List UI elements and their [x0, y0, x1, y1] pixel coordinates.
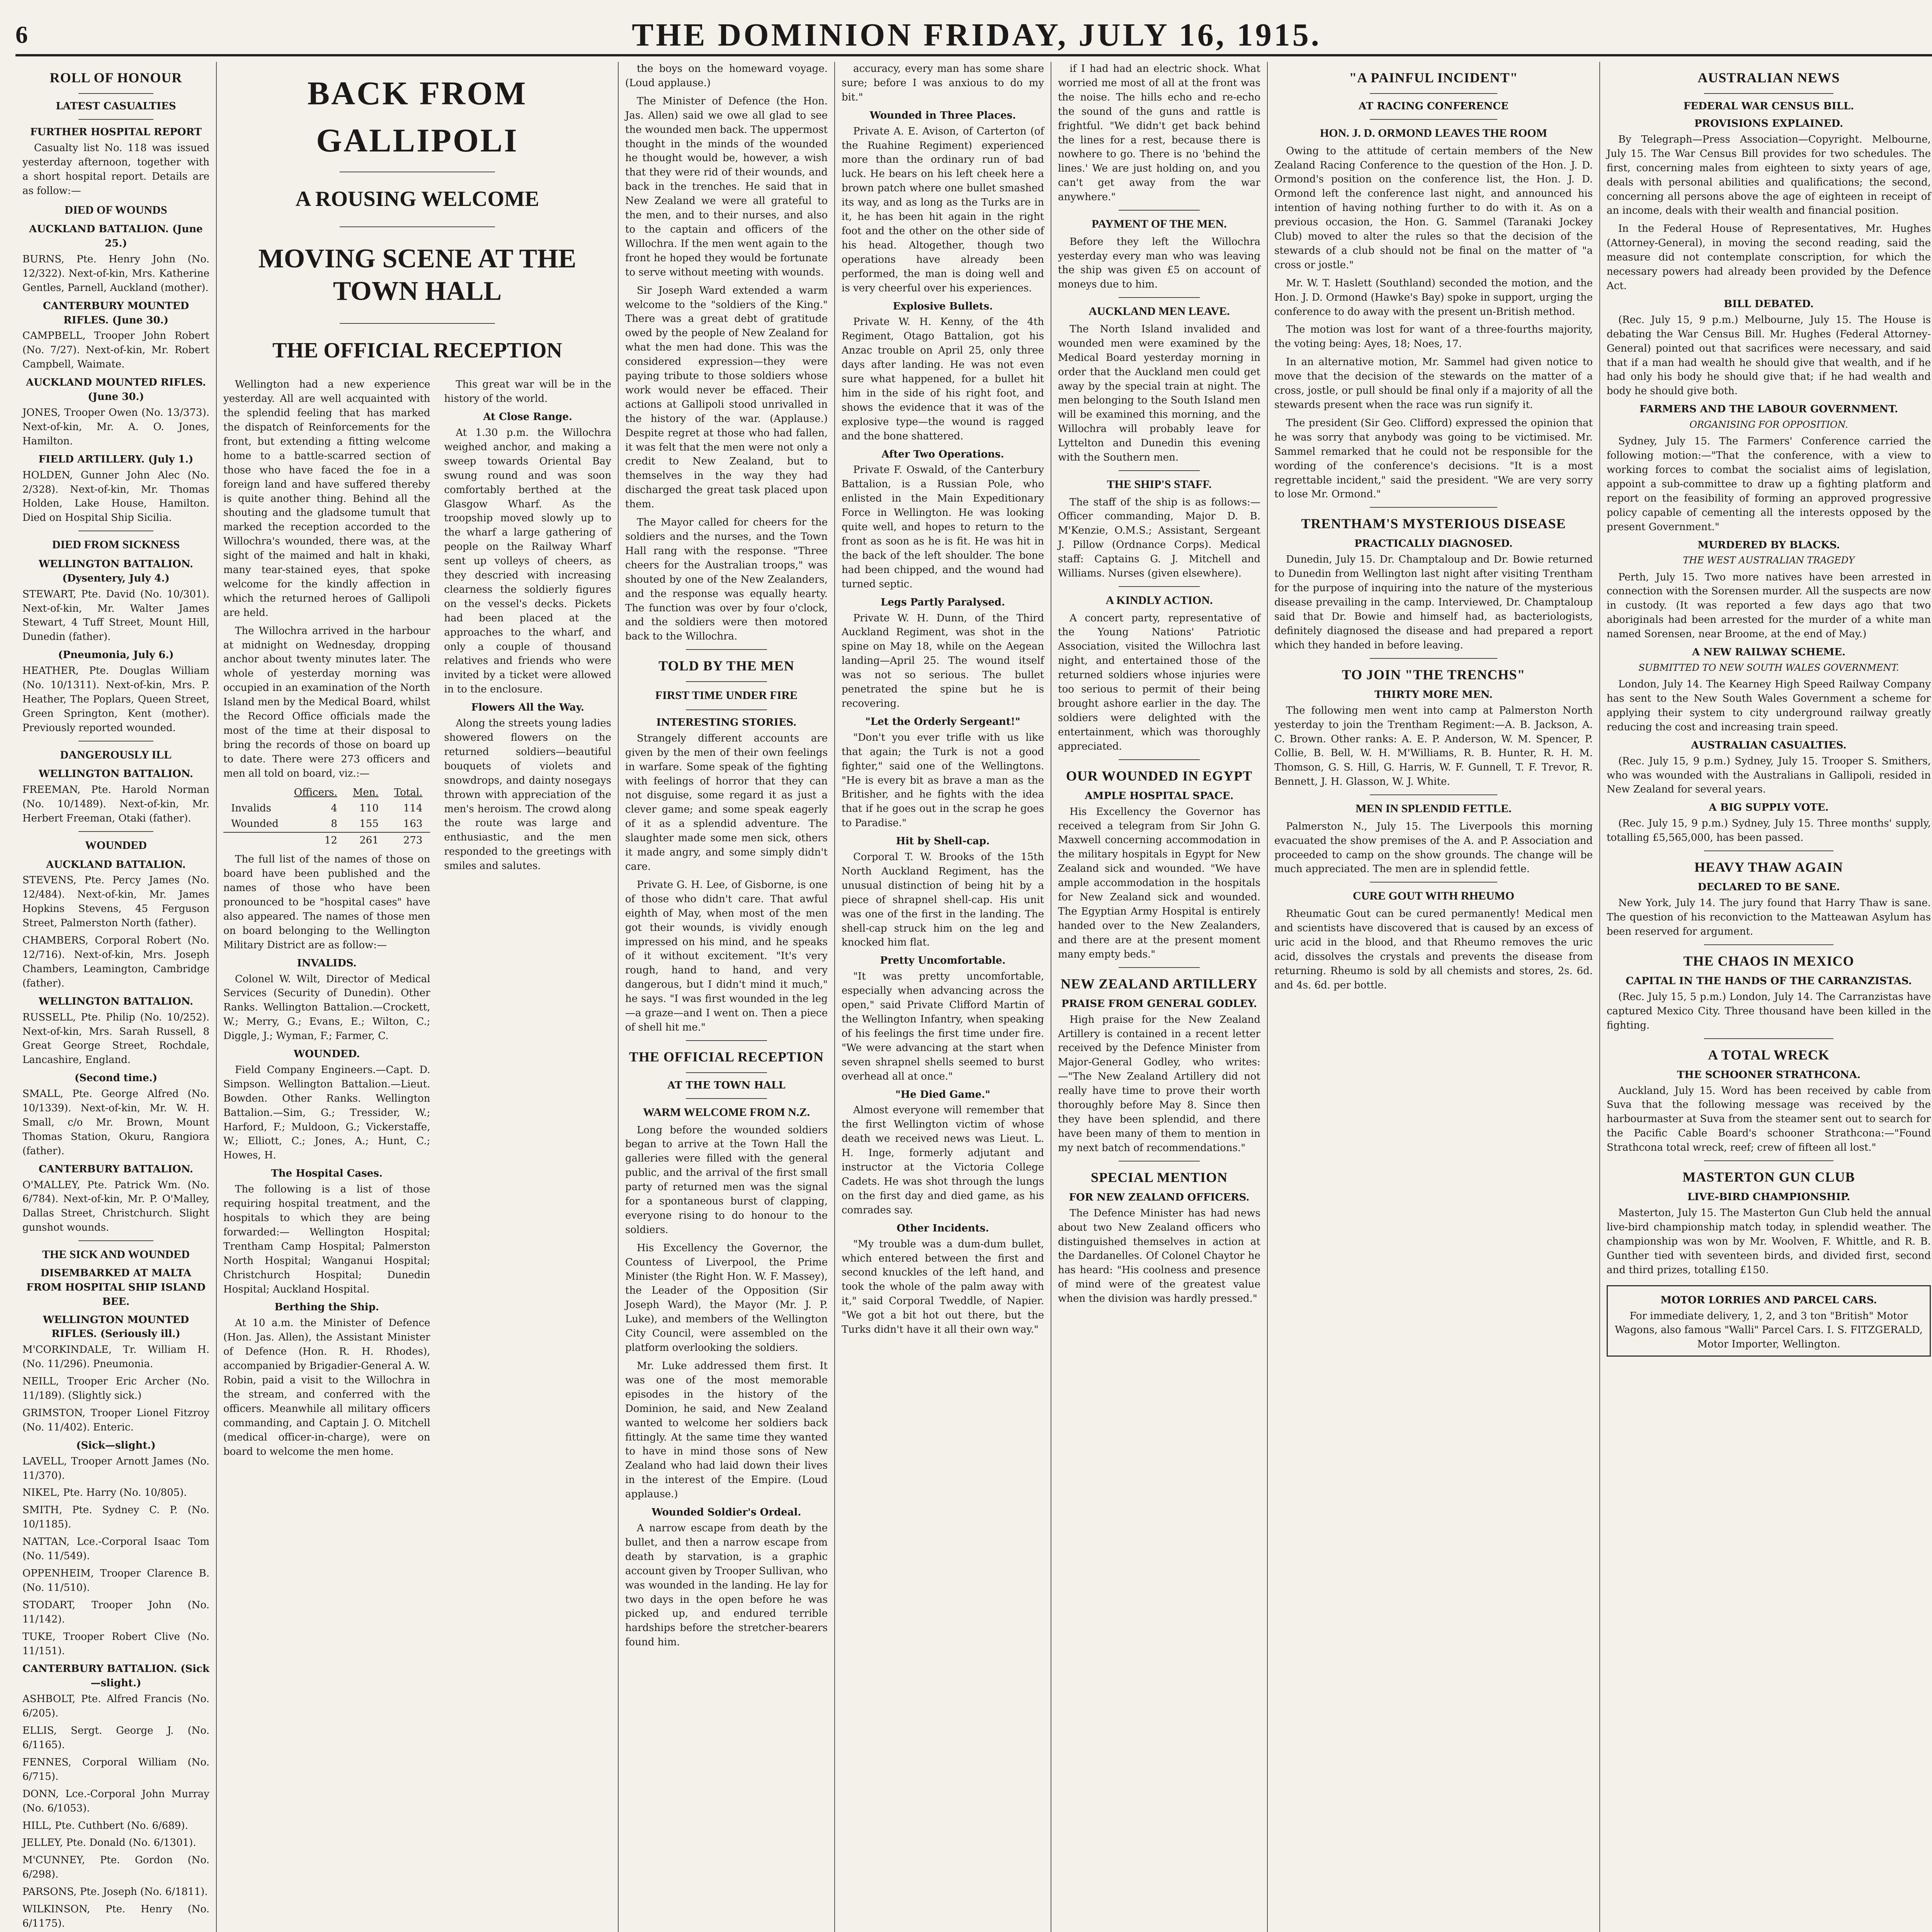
divider [78, 93, 153, 94]
column-roll-of-honour [15, 62, 216, 1932]
list-item: GRIMSTON, Trooper Lionel Fitzroy (No. 11/402). Enteric. [22, 1407, 209, 1433]
paragraph: A narrow escape from death by the bullet, and then a narrow escape from death by starvation, is a graphic account given by Trooper Sullivan, who was wounded in the landing. He lay for two days in the open before he was picked up, and endured terrible hardships before the stretcher-bearers found him. [625, 1522, 828, 1648]
paragraph: High praise for the New Zealand Artillery is contained in a recent letter received by the Defence Minister from Major-General Godley, who writes:—"The New Zealand Artillery did not really have time to prove their worth thoroughly before May 8. Since then they have been splendid, and there have been many of them to mention in my next batch of recommendations." [1058, 1014, 1260, 1154]
dangerously-ill-heading: DANGEROUSLY ILL [60, 748, 172, 761]
paragraph: Mr. Luke addressed them first. It was one of the most memorable episodes in the history of the Dominion, he said, and New Zealand wanted to welcome her soldiers back fittingly. At the same time they wanted to have in mind those sons of New Zealand who had laid down their lives in the interest of the Empire. (Loud applause.) [625, 1360, 828, 1500]
died-list [22, 222, 209, 525]
list-item: STODART, Trooper John (No. 11/142). [22, 1599, 209, 1625]
section-heading: BILL DEBATED. [1724, 298, 1814, 310]
divider [1370, 658, 1497, 659]
section-heading: PAYMENT OF THE MEN. [1092, 218, 1227, 231]
paragraph: "Don't you ever trifle with us like that again; the Turk is not a good fighter," said one of the Wellingtons. "He is every bit as brave a man as the Britisher, and he fights with the idea that if he goes out in the scrap he goes to Paradise." [842, 731, 1044, 829]
section-heading: AUSTRALIAN CASUALTIES. [1691, 739, 1847, 751]
list-item: PARSONS, Pte. Joseph (No. 6/1811). [22, 1886, 208, 1898]
list-item: STEVENS, Pte. Percy James (No. 12/484). Next-of-kin, Mr. James Hopkins Stevens, 45 Ferguson Street, Palmerston North (father). [22, 874, 209, 929]
section-heading: MURDERED BY BLACKS. [1697, 539, 1840, 551]
paragraph: The motion was lost for want of a three-fourths majority, the voting being: Ayes, 18; Noes, 17. [1274, 324, 1593, 350]
divider [686, 1098, 767, 1099]
list-item: WELLINGTON MOUNTED RIFLES. (Seriously ill.) [43, 1314, 189, 1340]
paragraph: His Excellency the Governor has received a telegram from Sir John G. Maxwell concerning accommodation in the military hospitals in Egypt for New Zealand sick and wounded. "We have ample accommodation in the hospitals for New Zealand sick and wounded. The Egyptian Army Hospital is entirely handed over to the New Zealanders, and there are at the present moment many empty beds." [1058, 806, 1260, 960]
paragraph: The Minister of Defence (the Hon. Jas. Allen) said we owe all glad to see the wounded men back. The uppermost thought in the minds of the wounded he thought would be, however, a wish that they were rid of their wounds, and back in the trenches. He said that in New Zealand we were all grateful to the men, and to their nurses, and also to the captain and officers of the Willochra. If the men went again to the front he hoped they would be fortunate to serve without meeting with wounds. [625, 95, 828, 278]
paragraph: Long before the wounded soldiers began to arrive at the Town Hall the galleries were filled with the general public, and the arrival of the first small party of returned men was the signal for a spontaneous burst of clapping, everyone rising to do honour to the soldiers. [625, 1124, 828, 1236]
paragraph: Private W. H. Kenny, of the 4th Regiment, Otago Battalion, got his Anzac trouble on April 25, only three days after landing. He was not even sure what happened, for a bullet hit him in the side of his right foot, and shows the evidence that it was of the explosive type—the wound is ragged and the bone shattered. [842, 316, 1044, 442]
casualty-table [223, 785, 430, 849]
ad-heading: MOTOR LORRIES AND PARCEL CARS. [1660, 1294, 1877, 1306]
list-item: AUCKLAND BATTALION. [46, 859, 186, 871]
paragraph: Private W. H. Dunn, of the Third Auckland Regiment, was shot in the spine on May 18, while on the Aegean landing—April 25. The wound itself was not so serious. The bullet penetrated the spine but he is recovering. [842, 612, 1044, 709]
mexico-heading: THE CHAOS IN MEXICO [1683, 953, 1854, 969]
list-item: (Sick—slight.) [76, 1439, 156, 1451]
divider [1704, 1038, 1834, 1039]
section-heading: THE SHIP'S STAFF. [1107, 478, 1212, 491]
divider [1370, 507, 1497, 508]
painful-incident-headline: "A PAINFUL INCIDENT" [1349, 70, 1518, 85]
section-heading: FARMERS AND THE LABOUR GOVERNMENT. [1639, 403, 1898, 415]
divider [1119, 586, 1200, 587]
section-heading: Wounded Soldier's Ordeal. [651, 1507, 801, 1519]
divider [1370, 794, 1497, 795]
page-number: 6 [15, 21, 28, 48]
column-six [1051, 62, 1267, 1932]
list-item: (Pneumonia, July 6.) [58, 649, 174, 661]
list-item: NIKEL, Pte. Harry (No. 10/805). [22, 1487, 187, 1499]
motor-lorries-ad [1607, 1285, 1931, 1357]
wounded-heading: WOUNDED [85, 838, 147, 852]
paragraph: accuracy, every man has some share sure; before I was anxious to do my bit." [842, 63, 1044, 103]
census-heading: FEDERAL WAR CENSUS BILL. [1683, 100, 1854, 112]
table-cell: 273 [403, 835, 423, 847]
artillery-heading: NEW ZEALAND ARTILLERY [1061, 976, 1258, 992]
invalids-text: Colonel W. Wilt, Director of Medical Services (Security of Dunedin). Other Ranks. Wellington Battalion.—Crockett, W.; Merry, G.; Evans, E.; Wilton, C.; Diggle, J.; Wyman, F.; Farmer, C. [223, 973, 430, 1042]
sick-wounded-heading: THE SICK AND WOUNDED [42, 1248, 190, 1261]
section-heading: Explosive Bullets. [893, 300, 993, 312]
list-item: CHAMBERS, Corporal Robert (No. 12/716). Next-of-kin, Mrs. Joseph Chambers, Leamington, Cambridge (father). [22, 935, 209, 989]
paragraph: Private F. Oswald, of the Canterbury Battalion, is a Russian Pole, who enlisted in the Main Expeditionary Force in Wellington. He was looking quite well, and hopes to return to the front as soon as he is fit. He was hit in the back of the left shoulder. The bone had been chipped, and the wound had turned septic. [842, 464, 1044, 590]
table-cell: 163 [403, 818, 423, 830]
divider [78, 831, 153, 832]
died-of-wounds-heading: DIED OF WOUNDS [65, 203, 167, 216]
list-item: M'CUNNEY, Pte. Gordon (No. 6/298). [22, 1854, 209, 1881]
paragraph: Perth, July 15. Two more natives have been arrested in connection with the Sorensen murder. All the suspects are now in custody. (It was reported a few days ago that two aboriginals had been arrested for the murder of a white man named Sorensen, near Broome, at the end of May.) [1607, 571, 1931, 640]
divider [1119, 1161, 1200, 1162]
wounded-list-heading: WOUNDED. [294, 1048, 360, 1060]
divider [1119, 759, 1200, 760]
divider [1119, 210, 1200, 211]
list-item: ASHBOLT, Pte. Alfred Francis (No. 6/205). [22, 1693, 209, 1719]
section-subheading: SUBMITTED TO NEW SOUTH WALES GOVERNMENT. [1638, 662, 1899, 673]
list-item: BURNS, Pte. Henry John (No. 12/322). Next-of-kin, Mrs. Katherine Gentles, Parnell, Auckland (mother). [22, 253, 209, 294]
trentham-heading: TRENTHAM'S MYSTERIOUS DISEASE [1301, 516, 1566, 532]
paragraph: The North Island invalided and wounded men were examined by the Medical Board yesterday morning in order that the Auckland men could get away by the special train at night. The men belonging to the South Island men will be examined this morning, and the Willochra will probably leave for Lyttelton and Dunedin this evening with the Southern men. [1058, 323, 1260, 464]
paragraph: the boys on the homeward voyage. (Loud applause.) [625, 63, 828, 89]
feature-body [223, 378, 611, 1463]
told-subheading: FIRST TIME UNDER FIRE [655, 689, 798, 702]
official-subheading: WARM WELCOME FROM N.Z. [643, 1105, 810, 1119]
divider [1119, 470, 1200, 471]
section-heading: At Close Range. [483, 411, 573, 423]
paragraph: (Rec. July 15, 9 p.m.) Sydney, July 15. Three months' supply, totalling £5,565,000, has been passed. [1607, 818, 1931, 844]
list-item: SMALL, Pte. George Alfred (No. 10/1339). Next-of-kin, Mr. W. H. Small, c/o Mr. Brown, Mount Thomas Station, Okuru, Rangiora (father). [22, 1088, 209, 1157]
list-item: STEWART, Pte. David (No. 10/301). Next-of-kin, Mr. Walter James Stewart, 4 Tuff Street, Mount Hill, Dunedin (father). [22, 588, 209, 643]
section-heading: Legs Partly Paralysed. [881, 596, 1005, 608]
divider [78, 119, 153, 120]
paragraph: Auckland, July 15. Word has been received by cable from Suva that the following message was received by the harbourmaster at Suva from the steamer sent out to search for the Pacific Cable Board's schooner Strathcona:—"Found Strathcona total wreck, reef; crew of fifteen all lost." [1607, 1085, 1931, 1154]
feature-subhead-welcome: A ROUSING WELCOME [295, 187, 539, 211]
section-text: At 1.30 p.m. the Willochra weighed anchor, and making a sweep towards Oriental Bay swung round and was soon comfortably berthed at the Glasgow Wharf. As the troopship moved slowly up to the wharf a large gathering of people on the Railway Wharf sent up volleys of cheers, as they descried with increasing clearness the soldierly figures on the vessel's decks. Pickets had been placed at the approaches to the wharf, and only a couple of thousand relatives and friends who were invited by a ticket were allowed in to the enclosure. [444, 427, 611, 696]
column-feature-top [216, 62, 618, 1932]
table-cell: 4 [331, 802, 337, 814]
paragraph: By Telegraph—Press Association—Copyright. Melbourne, July 15. The War Census Bill provides for two schedules. The first, concerning males from eighteen to sixty years of age, deals with personal abilities and qualifications; the second, concerning all persons above the age of eighteen in receipt of an income, deals with their wealth and financial position. [1607, 133, 1931, 217]
paragraph: Private A. E. Avison, of Carterton (of the Ruahine Regiment) experienced more than the ordinary run of bad luck. He bears on his left cheek here a brown patch where one bullet smashed its way, and as long as the Turks are in it, he has been hit again in the right foot and the other on the other side of his head. Altogether, though two operations have already been performed, the man is doing well and is very cheerful over his experiences. [842, 125, 1044, 294]
dangerous-list [22, 767, 209, 826]
column-four [618, 62, 835, 1932]
fettle-heading: MEN IN SPLENDID FETTLE. [1355, 802, 1512, 815]
paragraph: Rheumatic Gout can be cured permanently! Medical men and scientists have discovered that is caused by an excess of uric acid in the blood, and that Rheumo removes the uric acid, dissolves the crystals and prevents the disease from returning. Rheumo is sold by all chemists and stores, 2s. 6d. and 4s. 6d. per bottle. [1274, 908, 1593, 991]
paragraph: The staff of the ship is as follows:— Officer commanding, Major D. B. M'Kenzie, O.M.S.; Assistant, Sergeant J. Pillow (Ordnance Corps). Medical staff: Captains G. J. Mitchell and Williams. Nurses (given elsewhere). [1058, 496, 1260, 580]
disembarked-list [22, 1313, 209, 1932]
thaw-subheading: DECLARED TO BE SANE. [1697, 881, 1840, 893]
table-header: Officers. [294, 786, 337, 798]
mention-heading: SPECIAL MENTION [1090, 1169, 1228, 1185]
table-cell: Invalids [231, 802, 271, 814]
paragraph: Masterton, July 15. The Masterton Gun Club held the annual live-bird championship match today, in splendid weather. The championship was won by Mr. Woolven, F. Whittle, and R. B. Gunther tied with seventeen birds, and divided first, second and third prizes, totalling £150. [1607, 1207, 1931, 1276]
table-header: Total. [394, 786, 423, 798]
feature-col-b [444, 378, 611, 1463]
section-heading: Pretty Uncomfortable. [880, 955, 1006, 967]
painful-incident-subheading: HON. J. D. ORMOND LEAVES THE ROOM [1320, 127, 1548, 140]
list-item: HOLDEN, Gunner John Alec (No. 2/328). Next-of-kin, Mr. Thomas Holden, Lake House, Hamilton. Died on Hospital Ship Sicilia. [22, 469, 209, 524]
list-item: FIELD ARTILLERY. (July 1.) [38, 453, 194, 465]
ad-text: For immediate delivery, 1, 2, and 3 ton "British" Motor Wagons, also famous "Walli" Parcel Cars. I. S. FITZGERALD, Motor Importer, Wellington. [1615, 1310, 1923, 1350]
gun-club-heading: MASTERTON GUN CLUB [1682, 1169, 1855, 1185]
paragraph: The president (Sir Geo. Clifford) expressed the opinion that he was sorry that anybody was going to be victimised. Mr. Sammel remarked that he could not be responsible for the wording of the conference's decisions. "It is a most regrettable incident," said the president. "We are very sorry to lose Mr. Ormond." [1274, 417, 1593, 500]
painful-incident-subheading: AT RACING CONFERENCE [1359, 100, 1509, 112]
divider [78, 741, 153, 742]
official-heading: THE OFFICIAL RECEPTION [629, 1049, 824, 1065]
list-item: M'CORKINDALE, Tr. William H. (No. 11/296). Pneumonia. [22, 1344, 209, 1370]
divider [1370, 119, 1497, 120]
column-five [835, 62, 1051, 1932]
wounded-list [22, 858, 209, 1235]
table-header [223, 785, 286, 801]
paragraph: (Rec. July 15, 5 p.m.) London, July 14. The Carranzistas have captured Mexico City. Three thousand have been killed in the fighting. [1607, 991, 1931, 1031]
wreck-subheading: THE SCHOONER STRATHCONA. [1677, 1069, 1861, 1081]
list-item: O'MALLEY, Pte. Patrick Wm. (No. 6/784). Next-of-kin, Mr. P. O'Malley, Dallas Street, Christchurch. Slight gunshot wounds. [22, 1179, 209, 1234]
paragraph: "My trouble was a dum-dum bullet, which entered between the first and second knuckles of the left hand, and took the whole of the palm away with it," said Corporal Tweddle, of Napier. "We got a bit hot out there, but the Turks didn't have it all their own way." [842, 1238, 1044, 1336]
egypt-heading: OUR WOUNDED IN EGYPT [1066, 768, 1253, 784]
table-cell: 12 [324, 835, 337, 847]
feature-subhead-town-hall: MOVING SCENE AT THE TOWN HALL [258, 243, 577, 306]
paragraph: Before they left the Willochra yesterday every man who was leaving the ship was given £5 on account of moneys due to him. [1058, 236, 1260, 291]
section-heading: A NEW RAILWAY SCHEME. [1692, 646, 1846, 658]
gun-club-subheading: LIVE-BIRD CHAMPIONSHIP. [1687, 1191, 1850, 1203]
artillery-subheading: PRAISE FROM GENERAL GODLEY. [1061, 998, 1257, 1010]
list-item: WILKINSON, Pte. Henry (No. 6/1175). [22, 1903, 209, 1929]
list-item: WELLINGTON BATTALION. [38, 995, 194, 1007]
list-item: AUCKLAND MOUNTED RIFLES. (June 30.) [26, 377, 206, 403]
list-item: HEATHER, Pte. Douglas William (No. 10/1311). Next-of-kin, Mrs. P. Heather, The Poplars, Queen Street, Green Springton, Kent (mother). Previously reported wounded. [22, 665, 209, 734]
census-subheading: PROVISIONS EXPLAINED. [1694, 118, 1844, 130]
column-eight [1600, 62, 1932, 1932]
paragraph: The Defence Minister has had news about two New Zealand officers who distinguished themselves in action at the Dardanelles. Of Colonel Chaytor he has heard: "His coolness and presence of mind were of the greatest value when the division was hardly pressed." [1058, 1207, 1260, 1305]
trenches-subheading: THIRTY MORE MEN. [1374, 689, 1493, 701]
section-heading: A KINDLY ACTION. [1105, 594, 1213, 607]
columns [15, 62, 1932, 1932]
section-text: Along the streets young ladies showered flowers on the returned soldiers—beautiful bouquets of violets and snowdrops, and dainty nosegays thrown with appreciation of the men's heroism. The crowd along the route was large and enthusiastic, and the men responded to the greetings with smiles and salutes. [444, 718, 611, 872]
paragraph: Owing to the attitude of certain members of the New Zealand Racing Conference to the question of the Hon. J. D. Ormond's position on the conference list, the Hon. J. D. Ormond left the conference last night, and announced his intention of having nothing further to do with it. As on a previous occasion, the Hon. G. Sammel (Taranaki Jockey Club) moved to alter the rules so that the decision of the stewards of a club should not be final on the matter of "a cross or jostle." [1274, 145, 1593, 271]
table-cell: 155 [359, 818, 379, 830]
divider [78, 1240, 153, 1241]
died-from-sickness-heading: DIED FROM SICKNESS [52, 538, 180, 551]
section-heading: "He Died Game." [895, 1088, 990, 1100]
list-item: CANTERBURY BATTALION. (Sick—slight.) [22, 1663, 209, 1689]
told-subheading: INTERESTING STORIES. [656, 716, 797, 728]
egypt-subheading: AMPLE HOSPITAL SPACE. [1085, 790, 1234, 802]
feature-paragraph: The full list of the names of those on board have been published and the names of those who have been pronounced to be "hospital cases" have also appeared. The names of those men on board belonging to the Wellington Military District are as follow:— [223, 854, 430, 951]
paragraph: London, July 14. The Kearney High Speed Railway Company has sent to the New South Wales Government a scheme for applying their system to city underground railway greatly reducing the cost and increasing train speed. [1607, 679, 1931, 733]
table-row [223, 801, 430, 816]
paragraph: (Rec. July 15, 9 p.m.) Sydney, July 15. Trooper S. Smithers, who was wounded with the Australians in Gallipoli, resided in New Zealand for several years. [1607, 755, 1931, 796]
section-heading: Flowers All the Way. [471, 702, 584, 714]
column-seven [1267, 62, 1600, 1932]
list-item: OPPENHEIM, Trooper Clarence B. (No. 11/510). [22, 1568, 209, 1594]
section-heading: Wounded in Three Places. [869, 109, 1016, 121]
list-item: JELLEY, Pte. Donald (No. 6/1301). [22, 1837, 196, 1849]
masthead [15, 15, 1932, 56]
section-heading: AUCKLAND MEN LEAVE. [1088, 305, 1230, 318]
list-item: WELLINGTON BATTALION. (Dysentery, July 4.) [38, 558, 194, 584]
paragraph: The Mayor called for cheers for the soldiers and the nurses, and the Town Hall rang with the response. "Three cheers for the Australian troops," was shouted by one of the New Zealanders, and the response was equally hearty. The function was over by four o'clock, and the soldiers were then motored back to the Willochra. [625, 517, 828, 643]
feature-paragraph: Wellington had a new experience yesterday. All are well acquainted with the splendid feeling that has marked the dispatch of Reinforcements for the front, but extending a fitting welcome home to a battle-scarred section of those who have faced the foe in a foreign land and have suffered thereby is quite another thing. Behind all the shouting and the gladsome tumult that marked the reception accorded to the Willochra's wounded, there was, at the sight of the maimed and halt in khaki, many tear-stained eyes, that spoke welcome for the kindly affection in which the returned heroes of Gallipoli are held. [223, 379, 430, 619]
invalids-heading: INVALIDS. [297, 957, 357, 969]
australian-news-headline: AUSTRALIAN NEWS [1697, 70, 1840, 85]
feature-headline: BACK FROM GALLIPOLI [307, 75, 527, 159]
list-item: CAMPBELL, Trooper John Robert (No. 7/27). Next-of-kin, Mr. Robert Campbell, Waimate. [22, 330, 209, 371]
list-item: CANTERBURY BATTALION. [39, 1163, 193, 1175]
disembarked-heading: DISEMBARKED AT MALTA FROM HOSPITAL SHIP ISLAND BEE. [26, 1267, 206, 1308]
paragraph: Sydney, July 15. The Farmers' Conference carried the following motion:—"That the conference, with a view to working forces to combat the socialist aims of legislation, appoint a sub-committee to draw up a fighting platform and report on the feasibility of forming an approved progressive policy capable of cementing all the interests opposed by the present Government." [1607, 435, 1931, 533]
mexico-subheading: CAPITAL IN THE HANDS OF THE CARRANZISTAS. [1626, 975, 1912, 987]
list-item: HILL, Pte. Cuthbert (No. 6/689). [22, 1820, 188, 1832]
trenches-heading: TO JOIN "THE TRENCHS" [1342, 667, 1526, 682]
table-cell [223, 832, 286, 849]
paragraph: Mr. W. T. Haslett (Southland) seconded the motion, and the Hon. J. D. Ormond (Hawke's Bay) spoke in support, urging the conference to do away with the present un-British method. [1274, 277, 1593, 318]
divider [686, 1040, 767, 1041]
trentham-subheading: PRACTICALLY DIAGNOSED. [1354, 538, 1513, 550]
section-subheading: ORGANISING FOR OPPOSITION. [1689, 419, 1848, 430]
paragraph: Sir Joseph Ward extended a warm welcome to the "soldiers of the King." There was a great debt of gratitude owed by the people of New Zealand for what the men had done. This was the considered expression—they were paying tribute to those soldiers whose work would never be effaced. Their actions at Gallipoli stood unrivalled in the history of the war. (Applause.) Despite regret at those who had fallen, it was felt that the men were not only a credit to New Zealand, but to themselves in the way they had discharged the great task placed upon them. [625, 284, 828, 510]
divider [686, 1072, 767, 1073]
paragraph: A concert party, representative of the Young Nations' Patriotic Association, visited the Willochra last night, and entertained those of the returned soldiers whose injuries were too serious to permit of their being brought ashore earlier in the day. The soldiers were delighted with the entertainment, which was thoroughly appreciated. [1058, 612, 1260, 752]
divider [1119, 967, 1200, 968]
paragraph: New York, July 14. The jury found that Harry Thaw is sane. The question of his reconviction to the Matteawan Asylum has been reserved for argument. [1607, 897, 1931, 937]
section-text: The following is a list of those requiring hospital treatment, and the hospitals to which they are being forwarded:— Wellington Hospital; Trentham Camp Hospital; Palmerston North Hospital; Wanganui Hospital; Christchurch Hospital; Dunedin Hospital; Auckland Hospital. [223, 1184, 430, 1295]
feature-col-a [223, 378, 430, 1463]
paragraph: His Excellency the Governor, the Countess of Liverpool, the Prime Minister (the Right Hon. W. F. Massey), the Leader of the Opposition (Sir Joseph Ward), the Mayor (Mr. J. P. Luke), and members of the Wellington City Council, were assembled on the platform overlooking the soldiers. [625, 1242, 828, 1354]
feature-paragraph: This great war will be in the history of the world. [444, 379, 611, 405]
divider [686, 681, 767, 682]
paragraph: Corporal T. W. Brooks of the 15th North Auckland Regiment, has the unusual distinction of being hit by a piece of shrapnel shell-cap. His unit was one of the first in the landing. The shell-cap struck him on the leg and knocked him flat. [842, 851, 1044, 949]
list-item: NATTAN, Lce.-Corporal Isaac Tom (No. 11/549). [22, 1536, 209, 1562]
mention-subheading: FOR NEW ZEALAND OFFICERS. [1069, 1191, 1250, 1203]
paragraph: The following men went into camp at Palmerston North yesterday to join the Trentham Regiment:—A. B. Jackson, A. C. Brown. Other ranks: A. E. P. Anderson, W. M. Spencer, P. Collie, B. Bell, W. H. M'Williams, R. B. Hunter, R. H. M. Thomson, G. S. Hill, G. Harris, W. F. Gunnell, T. F. Trevor, R. Bennett, J. H. Glasson, W. J. White. [1274, 704, 1593, 788]
paragraph: In an alternative motion, Mr. Sammel had given notice to move that the decision of the stewards on the matter of a cross, jostle, or pull should be final only if a majority of all the stewards present when the race was run signify it. [1274, 356, 1593, 411]
list-item: LAVELL, Trooper Arnott James (No. 11/370). [22, 1455, 209, 1481]
table-cell: 261 [359, 835, 379, 847]
feature-subhead-reception: THE OFFICIAL RECEPTION [272, 338, 562, 362]
list-item: FREEMAN, Pte. Harold Norman (No. 10/1489). Next-of-kin, Mr. Herbert Freeman, Otaki (father). [22, 784, 209, 825]
list-item: RUSSELL, Pte. Philip (No. 10/252). Next-of-kin, Mrs. Sarah Russell, 8 Great George Street, Rochdale, Lancashire, England. [22, 1011, 209, 1066]
paragraph: Palmerston N., July 15. The Liverpools this morning evacuated the show premises of the A. and P. Association and proceeded to camp on the show grounds. The change will be much appreciated. The men are in splendid fettle. [1274, 820, 1593, 875]
divider [1704, 850, 1834, 851]
list-item: DONN, Lce.-Corporal John Murray (No. 6/1053). [22, 1788, 209, 1814]
wreck-heading: A TOTAL WRECK [1708, 1047, 1830, 1063]
table-cell: 8 [331, 818, 337, 830]
table-row [223, 832, 430, 849]
paragraph: "It was pretty uncomfortable, especially when advancing across the open," said Private Clifford Martin of the Wellington Infantry, when speaking of his feelings the first time under fire. "We were advancing at the start when seven shrapnel shells seemed to burst overhead all at once." [842, 971, 1044, 1082]
sickness-list [22, 557, 209, 735]
paragraph: (Rec. July 15, 9 p.m.) Melbourne, July 15. The House is debating the War Census Bill. Mr. Hughes (Federal Attorney-General) pointed out that sacrifices were necessary, and said that if a man had wealth he should give that wealth, and if he had only his body he should give that; if he had wealth and body he should give both. [1607, 314, 1931, 397]
paragraph: Private G. H. Lee, of Gisborne, is one of those who didn't care. That awful eighth of May, when most of the men got their wounds, is vividly enough impressed on his mind, and he speaks of it without excitement. "It's very rough, hand to hand, and very dangerous, but I didn't mind it much," he says. "I was first wounded in the leg—a graze—and I went on. Then a piece of shell hit me." [625, 879, 828, 1033]
latest-casualties-heading: LATEST CASUALTIES [56, 100, 176, 112]
table-cell: 114 [403, 802, 423, 814]
list-item: (Second time.) [74, 1072, 158, 1084]
section-heading: Hit by Shell-cap. [896, 835, 990, 847]
divider [1370, 93, 1497, 94]
thaw-heading: HEAVY THAW AGAIN [1694, 859, 1843, 875]
cure-gout-heading: CURE GOUT WITH RHEUMO [1352, 889, 1515, 903]
section-heading: After Two Operations. [881, 448, 1004, 460]
section-heading: "Let the Orderly Sergeant!" [865, 716, 1020, 728]
divider [1704, 1160, 1834, 1161]
divider [1704, 944, 1834, 945]
newspaper-page [15, 15, 1932, 1932]
section-heading: A BIG SUPPLY VOTE. [1709, 802, 1829, 814]
told-heading: TOLD BY THE MEN [658, 658, 794, 674]
wounded-list-text: Field Company Engineers.—Capt. D. Simpson. Wellington Battalion.—Lieut. Bowden. Other Ranks. Wellington Battalion.—Sim, G.; Tressider, W.; Harford, F.; Muldoon, G.; Vickerstaffe, W.; Elliott, C.; Jones, A.; Hunt, C.; Howes, H. [223, 1064, 430, 1162]
list-item: AUCKLAND BATTALION. (June 25.) [29, 223, 203, 250]
section-subheading: THE WEST AUSTRALIAN TRAGEDY [1683, 555, 1855, 566]
list-item: NEILL, Trooper Eric Archer (No. 11/189). (Slightly sick.) [22, 1376, 209, 1402]
official-subheading: AT THE TOWN HALL [667, 1080, 786, 1091]
divider [1704, 93, 1834, 94]
section-heading: Other Incidents. [896, 1222, 989, 1234]
intro-text: Casualty list No. 118 was issued yesterday afternoon, together with a short hospital report. Details are as follow:— [22, 142, 209, 197]
list-item: ELLIS, Sergt. George J. (No. 6/1165). [22, 1725, 209, 1751]
paragraph: In the Federal House of Representatives, Mr. Hughes (Attorney-General), in moving the second reading, said the measure did not contemplate conscription, for which the necessary powers had already been provided by the Defence Act. [1607, 223, 1931, 292]
divider [340, 226, 495, 227]
divider [1370, 882, 1497, 883]
table-cell: Wounded [231, 818, 279, 830]
paragraph: Strangely different accounts are given by the men of their own feelings in warfare. Some speak of the fighting with feelings of horror that they can not disguise, some regard it as just a clever game; and some speak eagerly of it as a splendid adventure. The slaughter made some men sick, others it made angry, and some simply didn't care. [625, 732, 828, 873]
divider [686, 649, 767, 650]
hospital-report-heading: FURTHER HOSPITAL REPORT [30, 126, 202, 138]
list-item: JONES, Trooper Owen (No. 13/373). Next-of-kin, Mr. A. O. Jones, Hamilton. [22, 407, 209, 447]
table-row [223, 816, 430, 832]
section-heading: Berthing the Ship. [274, 1301, 379, 1313]
section-heading: The Hospital Cases. [271, 1168, 383, 1180]
divider [1119, 297, 1200, 298]
roll-of-honour-heading: ROLL OF HONOUR [49, 70, 182, 85]
list-item: FENNES, Corporal William (No. 6/715). [22, 1756, 209, 1782]
table-cell: 110 [359, 802, 379, 814]
list-item: WELLINGTON BATTALION. [38, 768, 194, 780]
list-item: TUKE, Trooper Robert Clive (No. 11/151). [22, 1631, 209, 1657]
feature-paragraph: The Willochra arrived in the harbour at midnight on Wednesday, dropping anchor about twenty minutes later. The whole of yesterday morning was occupied in an examination of the North Island men by the Medical Board, whilst the Record Office officials made the most of the time at their disposal to bring the records of those on board up to date. There were 273 officers and men all told on board, viz.:— [223, 625, 430, 779]
paragraph: Almost everyone will remember that the first Wellington victim of whose death we received news was Lieut. L. H. Inge, formerly adjutant and instructor at the Victoria College Cadets. He was shot through the lungs on the first day and died game, as his comrades say. [842, 1104, 1044, 1216]
paragraph: if I had had an electric shock. What worried me most of all at the front was the noise. The hills echo and re-echo the sound of the guns and rattle is frightful. "We didn't get back behind the lines for a rest, because there is nowhere to go. There is no 'behind the lines.' We are just holding on, and you can't get away from the war anywhere." [1058, 63, 1260, 203]
section-text: At 10 a.m. the Minister of Defence (Hon. Jas. Allen), the Assistant Minister of Defence (Hon. R. H. Rhodes), accompanied by Brigadier-General A. W. Robin, paid a visit to the Willochra in the stream, and conferred with the officers. Meanwhile all military officers commanding, and Captain J. O. Mitchell (medical officer-in-charge), were on board to welcome the men home. [223, 1317, 430, 1458]
divider [340, 323, 495, 324]
list-item: SMITH, Pte. Sydney C. P. (No. 10/1185). [22, 1504, 209, 1531]
divider [686, 709, 767, 710]
list-item: CANTERBURY MOUNTED RIFLES. (June 30.) [43, 300, 189, 326]
paragraph: Dunedin, July 15. Dr. Champtaloup and Dr. Bowie returned to Dunedin from Wellington last night after visiting Trentham for the purpose of inquiring into the nature of the mysterious disease prevailing in the camp. Interviewed, Dr. Champtaloup said that Dr. Bowie and himself had, as bacteriologists, definitely diagnosed the disease and had prepared a report which they handed in before leaving. [1274, 554, 1593, 651]
table-header: Men. [352, 786, 379, 798]
masthead-title: THE DOMINION FRIDAY, JULY 16, 1915. [632, 17, 1321, 53]
